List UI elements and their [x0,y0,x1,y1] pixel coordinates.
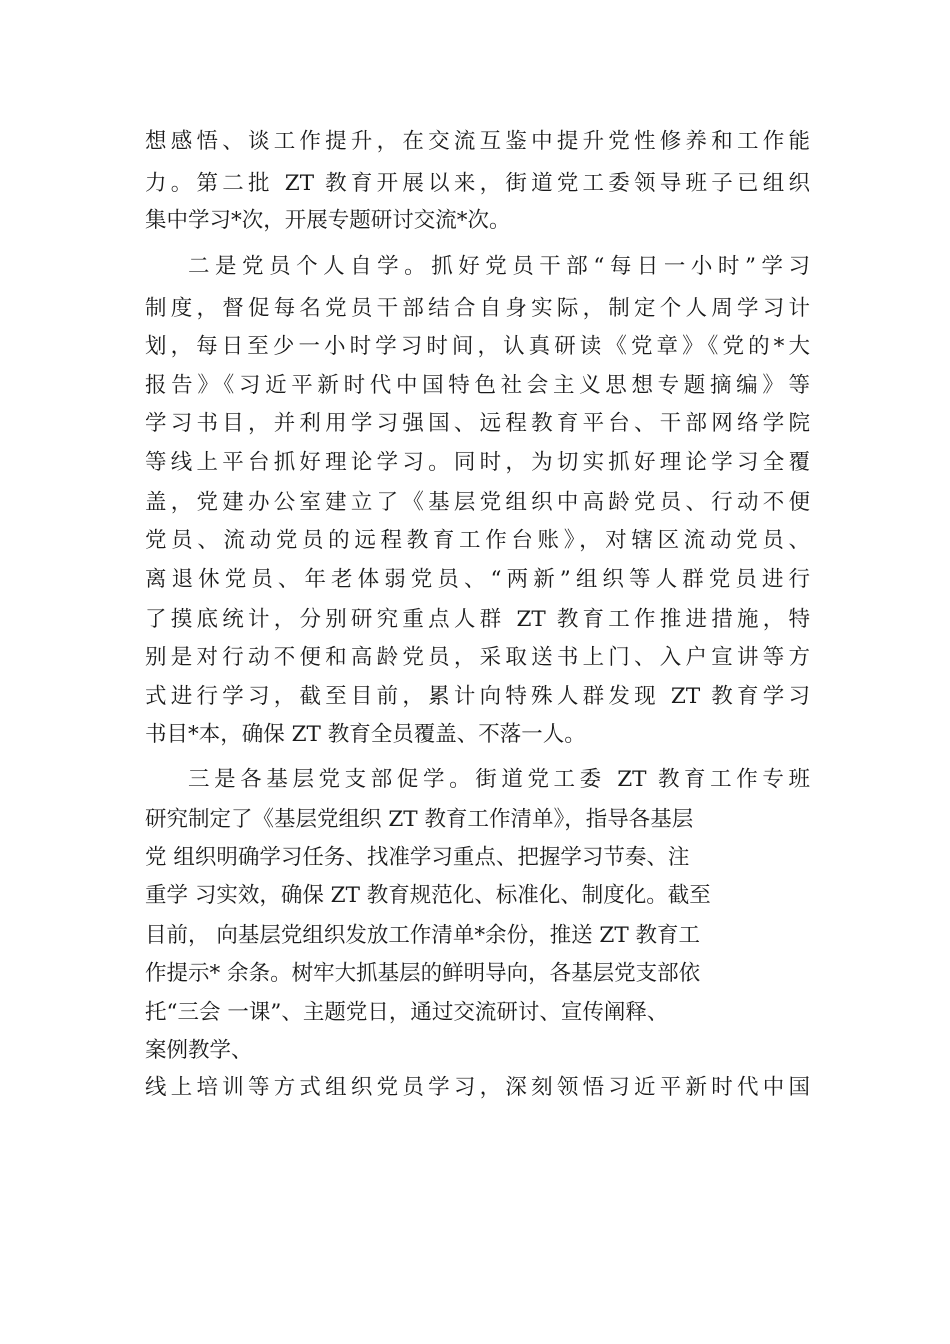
text-line: 盖，党建办公室建立了《基层党组织中高龄党员、行动不便 [145,490,810,515]
text-line: 等线上平台抓好理论学习。同时，为切实抓好理论学习全覆 [145,450,810,475]
text-line: 报告》《习近平新时代中国特色社会主义思想专题摘编》等 [145,373,810,398]
text-line: 线上培训等方式组织党员学习，深刻领悟习近平新时代中国 [145,1075,810,1100]
text-line: 党 组织明确学习任务、找准学习重点、把握学习节奏、注 [145,845,690,870]
text-line: 案例教学、 [145,1038,253,1063]
text-line: 力。第二批 ZT 教育开展以来，街道党工委领导班子已组织 [145,171,810,196]
text-line: 别是对行动不便和高龄党员，采取送书上门、入户宣讲等方 [145,645,810,670]
text-line: 书目*本，确保 ZT 教育全员覆盖、不落一人。 [145,722,586,747]
text-line: 重学 习实效，确保 ZT 教育规范化、标准化、制度化。截至 [145,883,711,908]
text-line: 集中学习*次，开展专题研讨交流*次。 [145,208,511,233]
text-line: 想感悟、谈工作提升，在交流互鉴中提升党性修养和工作能 [145,129,810,154]
text-line: 目前， 向基层党组织发放工作清单*余份，推送 ZT 教育工 [145,923,701,948]
text-line: 党员、流动党员的远程教育工作台账》，对辖区流动党员、 [145,528,810,553]
text-line: 制度，督促每名党员干部结合自身实际，制定个人周学习计 [145,296,810,321]
text-line: 了摸底统计，分别研究重点人群 ZT 教育工作推进措施，特 [145,607,810,632]
text-line: 离退休党员、年老体弱党员、“两新”组织等人群党员进行 [145,567,810,592]
text-line: 作提示* 余条。树牢大抓基层的鲜明导向，各基层党支部依 [145,961,701,986]
text-line: 学习书目，并利用学习强国、远程教育平台、干部网络学院 [145,411,810,436]
text-line: 研究制定了《基层党组织 ZT 教育工作清单》，指导各基层 [145,807,694,832]
text-line: 三是各基层党支部促学。街道党工委 ZT 教育工作专班 [188,767,810,792]
text-line: 划，每日至少一小时学习时间，认真研读《党章》《党的*大 [145,334,810,359]
text-line: 式进行学习，截至目前，累计向特殊人群发现 ZT 教育学习 [145,684,810,709]
text-line: 二是党员个人自学。抓好党员干部“每日一小时”学习 [188,254,810,279]
text-line: 托“三会 一课”、主题党日，通过交流研讨、宣传阐释、 [145,1000,669,1025]
